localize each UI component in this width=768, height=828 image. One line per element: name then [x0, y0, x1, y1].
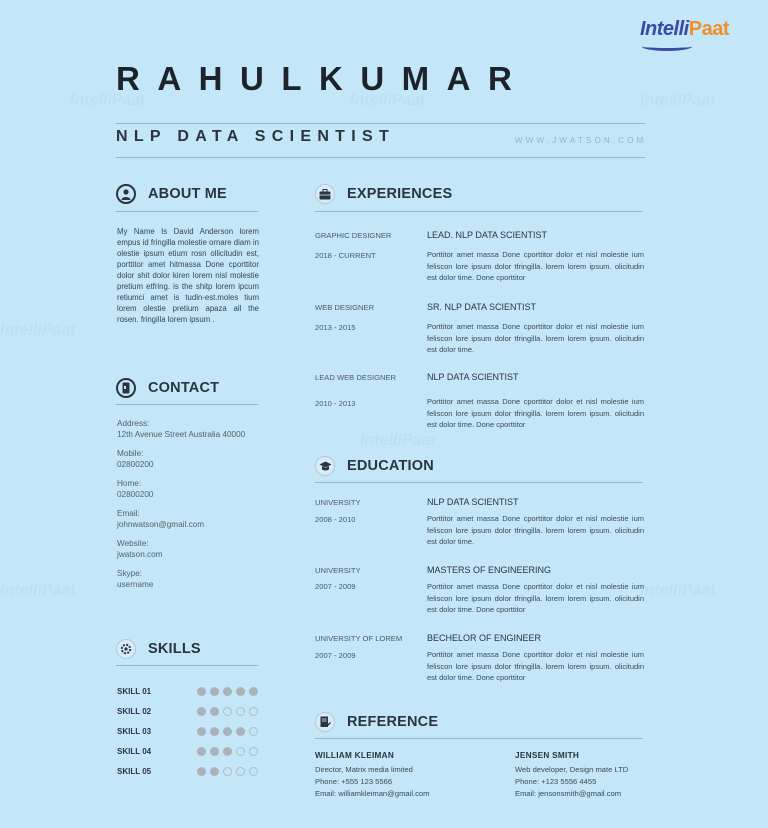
experience-years: 2018 - CURRENT: [315, 251, 376, 260]
graduation-cap-icon: [315, 456, 335, 476]
skill-dot-filled-icon: [210, 747, 219, 756]
contact-label: Home:: [117, 479, 142, 488]
skill-dot-filled-icon: [236, 727, 245, 736]
skills-list: [117, 681, 262, 781]
logo-text-accent: Paat: [688, 18, 729, 40]
skill-dot-filled-icon: [197, 707, 206, 716]
reference-card: [515, 750, 628, 800]
experience-role: NLP DATA SCIENTIST: [427, 372, 519, 382]
watermark: IntelliPaat: [350, 92, 426, 109]
person-icon: [116, 184, 136, 204]
skill-dot-empty-icon: [223, 767, 232, 776]
skill-dot-filled-icon: [223, 747, 232, 756]
skill-label: SKILL 01: [117, 686, 152, 696]
education-description: Porttitor amet massa Done cporttitor dolor et nisl molestie ium feliscon lore ipsum dolor tfringilla. lorem lorem ipsum. olicitudin est dolor time.: [427, 514, 644, 546]
reference-position: Director, Matrix media limited: [315, 765, 413, 774]
contact-label: Mobile:: [117, 449, 144, 458]
reference-email[interactable]: Email: jensonsmith@gmail.com: [515, 789, 622, 798]
reference-heading: REFERENCE: [347, 714, 439, 730]
about-heading: ABOUT ME: [148, 186, 227, 202]
skill-row: [117, 721, 262, 741]
candidate-title: NLP DATA SCIENTIST: [116, 128, 396, 145]
skill-label: SKILL 05: [117, 766, 152, 776]
intellipaat-logo: [640, 18, 729, 41]
watermark: IntelliPaat: [640, 92, 716, 109]
watermark: IntelliPaat: [0, 582, 76, 599]
skills-heading: SKILLS: [148, 641, 201, 657]
contact-section-header: [116, 378, 219, 398]
phone-icon: [116, 378, 136, 398]
skill-label: SKILL 03: [117, 726, 152, 736]
contact-list: [117, 419, 287, 599]
contact-label: Skype:: [117, 569, 143, 578]
skill-dot-empty-icon: [249, 707, 258, 716]
contact-divider: [116, 404, 258, 405]
experience-description: Porttitor amet massa Done cporttitor dolor et nisl molestie ium feliscon lore ipsum dolor tfringilla. lorem lorem ipsum. olicitudin est dolor time. Done cporttitor: [427, 250, 644, 282]
contact-address: [117, 419, 287, 439]
skill-dot-filled-icon: [210, 707, 219, 716]
contact-label: Address:: [117, 419, 150, 428]
education-heading: EDUCATION: [347, 458, 434, 474]
skill-dot-filled-icon: [223, 687, 232, 696]
skill-dot-filled-icon: [197, 747, 206, 756]
education-divider: [315, 482, 643, 483]
skill-dot-empty-icon: [249, 727, 258, 736]
contact-home: [117, 479, 287, 499]
education-years: 2007 - 2009: [315, 651, 356, 660]
about-divider: [116, 211, 258, 212]
skill-row: [117, 701, 262, 721]
skill-dot-empty-icon: [249, 747, 258, 756]
contact-value: 12th Avenue Street Australia 40000: [117, 430, 246, 439]
skill-row: [117, 681, 262, 701]
website-link[interactable]: WWW.JWATSON.COM: [515, 136, 647, 145]
briefcase-icon: [315, 184, 335, 204]
watermark: IntelliPaat: [0, 322, 76, 339]
header-divider-top: [116, 123, 645, 124]
contact-heading: CONTACT: [148, 380, 220, 396]
education-org: UNIVERSITY OF LOREM: [315, 634, 403, 643]
skill-row: [117, 741, 262, 761]
education-degree: NLP DATA SCIENTIST: [427, 497, 519, 507]
skill-rating: [197, 727, 262, 736]
experience-description: Porttitor amet massa Done cporttitor dolor et nisl molestie ium feliscon lore ipsum dolor tfringilla. lorem lorem ipsum. olicitudin est dolor time.: [427, 322, 644, 354]
experience-years: 2013 - 2015: [315, 323, 356, 332]
experience-role: LEAD. NLP DATA SCIENTIST: [427, 230, 548, 240]
gear-icon: [116, 639, 136, 659]
reference-divider: [315, 738, 643, 739]
reference-section-header: [315, 712, 438, 732]
skill-dot-filled-icon: [249, 687, 258, 696]
skill-dot-filled-icon: [210, 727, 219, 736]
document-edit-icon: [315, 712, 335, 732]
experience-org: GRAPHIC DESIGNER: [315, 231, 392, 240]
experience-years: 2010 - 2013: [315, 399, 356, 408]
skill-dot-filled-icon: [223, 727, 232, 736]
education-degree: MASTERS OF ENGINEERING: [427, 565, 552, 575]
skill-label: SKILL 04: [117, 746, 152, 756]
header-divider-bottom: [116, 157, 645, 158]
education-years: 2008 - 2010: [315, 515, 356, 524]
education-org: UNIVERSITY: [315, 498, 361, 507]
skill-dot-filled-icon: [197, 767, 206, 776]
skill-dot-empty-icon: [236, 747, 245, 756]
skills-divider: [116, 665, 258, 666]
skills-section-header: [116, 639, 201, 659]
reference-email[interactable]: Email: williamkleiman@gmail.com: [315, 789, 430, 798]
contact-email: [117, 509, 287, 529]
education-years: 2007 - 2009: [315, 582, 356, 591]
logo-text-primary: Intelli: [640, 18, 689, 40]
contact-label: Email:: [117, 509, 140, 518]
skill-dot-filled-icon: [197, 727, 206, 736]
education-section-header: [315, 456, 434, 476]
experiences-heading: EXPERIENCES: [347, 186, 453, 202]
reference-position: Web developer, Design mate LTD: [515, 765, 629, 774]
reference-phone: Phone: +123 5556 4455: [515, 777, 597, 786]
experiences-section-header: [315, 184, 452, 204]
reference-phone: Phone: +555 123 5566: [315, 777, 393, 786]
reference-card: [315, 750, 429, 800]
skill-dot-empty-icon: [249, 767, 258, 776]
skill-rating: [197, 687, 262, 696]
education-org: UNIVERSITY: [315, 566, 361, 575]
contact-label: Website:: [117, 539, 149, 548]
skill-dot-filled-icon: [197, 687, 206, 696]
contact-website-link[interactable]: jwatson.com: [117, 550, 163, 559]
skill-dot-empty-icon: [236, 767, 245, 776]
watermark: IntelliPaat: [360, 432, 436, 449]
about-text: My Name Is David Anderson lorem empus id fringilla molestie ornare diam in olestie ipsum etium rosn ollicitudin est, porttitor amet hitmassa Done cporttitor dolor shit dolor kiren lorem nisl molestie pretium etfring. is the shitp lorem ipcum retiumci amet is tudin-est.moles tium lorem olestie pretium apaza all the rosen. fringilla lorem ipsum .: [117, 227, 259, 324]
education-description: Porttitor amet massa Done cporttitor dolor et nisl molestie ium feliscon lore ipsum dolor tfringilla. lorem lorem ipsum. olicitudin est dolor time. Done cporttitor: [427, 650, 644, 682]
skill-dot-filled-icon: [210, 687, 219, 696]
skill-row: [117, 761, 262, 781]
contact-value: username: [117, 580, 154, 589]
contact-value: 02800200: [117, 460, 154, 469]
contact-website: [117, 539, 287, 559]
contact-value: 02800200: [117, 490, 154, 499]
about-section-header: [116, 184, 227, 204]
experience-role: SR. NLP DATA SCIENTIST: [427, 302, 537, 312]
experience-org: LEAD WEB DESIGNER: [315, 373, 397, 382]
skill-dot-filled-icon: [236, 687, 245, 696]
skill-rating: [197, 747, 262, 756]
watermark: IntelliPaat: [70, 92, 146, 109]
experience-description: Porttitor amet massa Done cporttitor dolor et nisl molestie ium feliscon lore ipsum dolor tfringilla. lorem lorem ipsum. olicitudin est dolor time. Done cporttitor: [427, 397, 644, 429]
skill-rating: [197, 707, 262, 716]
contact-mobile: [117, 449, 287, 469]
watermark: IntelliPaat: [640, 582, 716, 599]
skill-dot-filled-icon: [210, 767, 219, 776]
education-description: Porttitor amet massa Done cporttitor dolor et nisl molestie ium feliscon lore ipsum dolor tfringilla. lorem lorem ipsum. olicitudin est dolor time. Done cporttitor: [427, 582, 644, 614]
contact-email-link[interactable]: johnwatson@gmail.com: [117, 520, 205, 529]
contact-skype: [117, 569, 287, 589]
skill-dot-empty-icon: [236, 707, 245, 716]
skill-label: SKILL 02: [117, 706, 152, 716]
candidate-name: RAHULKUMAR: [116, 60, 530, 97]
skill-dot-empty-icon: [223, 707, 232, 716]
logo-swoosh-icon: [642, 42, 692, 51]
education-degree: BECHELOR OF ENGINEER: [427, 633, 542, 643]
reference-name: JENSEN SMITH: [515, 751, 580, 760]
experience-org: WEB DESIGNER: [315, 303, 375, 312]
reference-name: WILLIAM KLEIMAN: [315, 751, 395, 760]
experiences-divider: [315, 211, 643, 212]
skill-rating: [197, 767, 262, 776]
